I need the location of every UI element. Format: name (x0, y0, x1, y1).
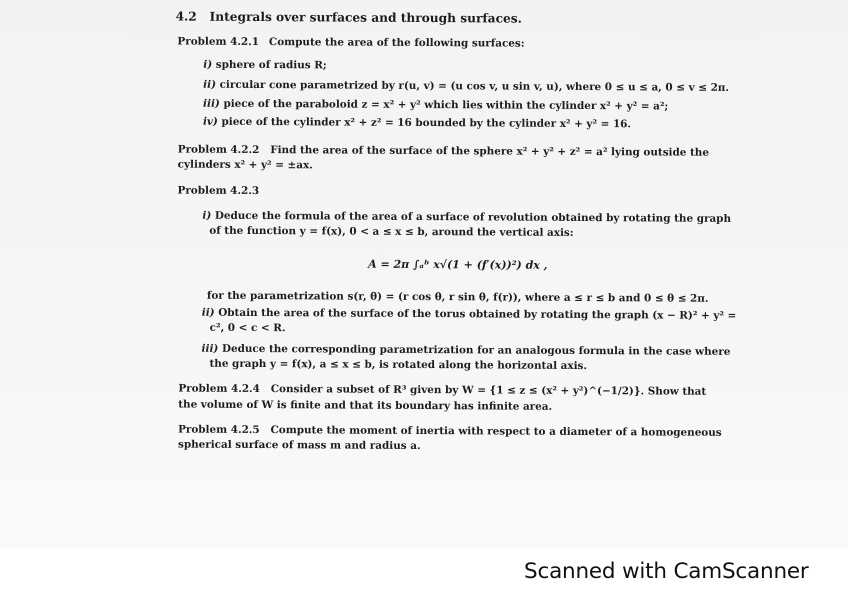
problem-4-2-3-label: Problem 4.2.3 (177, 184, 260, 198)
problem-4-2-3-item-iii-line-1: iii) Deduce the corresponding parametrization for an analogous formula in the case where (201, 342, 731, 358)
surface-area-formula: A = 2π ∫ₐᵇ x√(1 + (f′(x))²) dx , (368, 257, 548, 272)
problem-4-2-3-item-ii-line-2: c², 0 < c < R. (209, 321, 286, 335)
problem-4-2-3-item-i-line-2: of the function y = f(x), 0 < a ≤ x ≤ b, around the vertical axis: (209, 224, 574, 239)
section-number: 4.2 (175, 9, 197, 24)
section-title: Integrals over surfaces and through surfaces. (209, 9, 522, 26)
problem-4-2-1-intro: Compute the area of the following surfaces: (268, 36, 525, 50)
problem-4-2-1-item-i: i) sphere of radius R; (203, 58, 327, 72)
problem-4-2-3-parametrization: for the parametrization s(r, θ) = (r cos θ, r sin θ, f(r)), where a ≤ r ≤ b and 0 ≤ θ ≤ 2π. (206, 289, 709, 305)
problem-4-2-1-header (177, 36, 524, 52)
problem-4-2-2-line-1: Problem 4.2.2 Find the area of the surface of the sphere x² + y² + z² = a² lying outside the (177, 143, 710, 159)
problem-4-2-1-item-iv: iv) piece of the cylinder x² + z² = 16 bounded by the cylinder x² + y² = 16. (202, 115, 632, 131)
section-heading (176, 9, 522, 27)
problem-4-2-5-line-2: spherical surface of mass m and radius a. (177, 438, 421, 453)
problem-4-2-1-item-ii: ii) circular cone parametrized by r(u, v) = (u cos v, u sin v, u), where 0 ≤ u ≤ a, 0 ≤ v ≤ 2π. (203, 78, 730, 94)
problem-4-2-3-item-i-line-1: i) Deduce the formula of the area of a surface of revolution obtained by rotating the graph (202, 209, 732, 225)
problem-4-2-2-line-2: cylinders x² + y² = ±ax. (177, 158, 313, 172)
problem-4-2-4-line-2: the volume of W is finite and that its boundary has infinite area. (178, 398, 553, 413)
problem-4-2-5-line-1: Problem 4.2.5 Compute the moment of inertia with respect to a diameter of a homogeneous (178, 423, 722, 439)
problem-4-2-3-item-ii-line-1: ii) Obtain the area of the surface of the torus obtained by rotating the graph (x − R)² + y² = (201, 306, 737, 322)
problem-4-2-5-label: Problem 4.2.5 (178, 423, 260, 437)
problem-4-2-3-item-iii-line-2: the graph y = f(x), a ≤ x ≤ b, is rotated along the horizontal axis. (209, 357, 588, 373)
problem-4-2-4-line-1: Problem 4.2.4 Consider a subset of R³ given by W = {1 ≤ z ≤ (x² + y²)^(−1/2)}. Show that (178, 382, 707, 398)
problem-4-2-1-label: Problem 4.2.1 (177, 35, 260, 49)
camscanner-watermark: Scanned with CamScanner (524, 559, 809, 584)
problem-4-2-2-label: Problem 4.2.2 (177, 143, 260, 157)
problem-4-2-4-label: Problem 4.2.4 (178, 382, 260, 396)
problem-4-2-1-item-iii: iii) piece of the paraboloid z = x² + y² which lies within the cylinder x² + y² = a²; (203, 97, 669, 113)
